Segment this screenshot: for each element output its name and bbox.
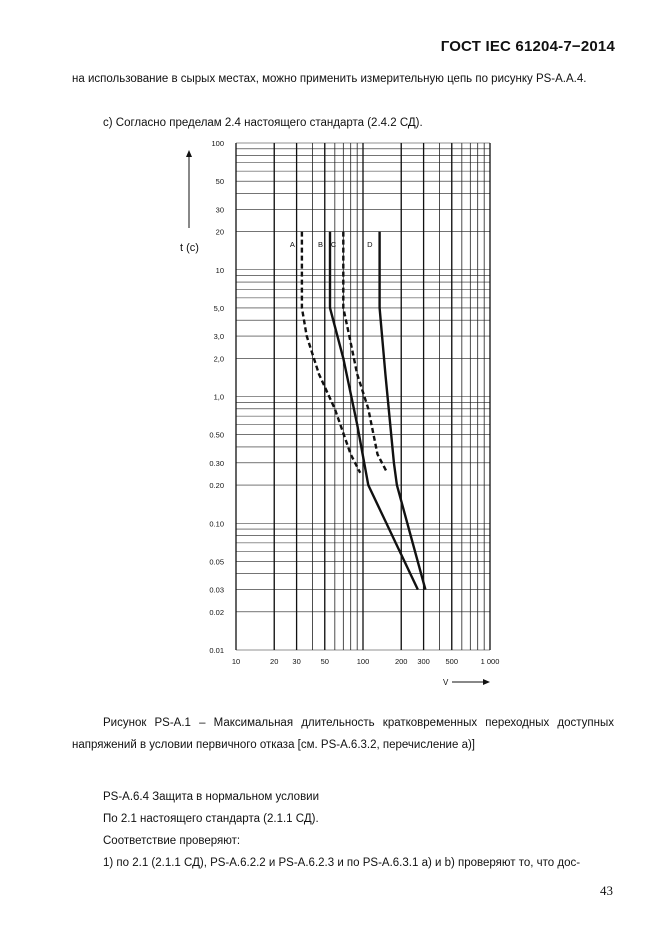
y-tick-label: 2,0 xyxy=(213,354,224,364)
x-tick-label: 10 xyxy=(231,657,241,666)
y-tick-label: 5,0 xyxy=(213,303,224,313)
y-axis-arrowhead-icon xyxy=(186,150,192,157)
y-tick-label: 50 xyxy=(215,177,224,187)
x-axis-label: V xyxy=(443,678,449,687)
y-tick-label: 30 xyxy=(215,205,224,215)
y-tick-label: 20 xyxy=(215,227,224,237)
series-label-c: C xyxy=(330,239,337,249)
y-tick-label: 0.01 xyxy=(209,646,224,655)
y-tick-label: 1,0 xyxy=(213,392,224,402)
x-tick-label: 300 xyxy=(417,657,430,666)
x-tick-label: 20 xyxy=(270,657,279,666)
y-tick-label: 0.50 xyxy=(209,430,224,440)
series-label-d: D xyxy=(367,239,373,249)
paragraph-humid-places: на использование в сырых местах, можно применить измерительную цепь по рисунку PS-А.А.4. xyxy=(72,73,587,85)
section-text-1: По 2.1 настоящего стандарта (2.1.1 СД). xyxy=(103,813,319,825)
y-tick-labels xyxy=(209,139,224,655)
series-label-a: A xyxy=(289,239,295,249)
page-number: 43 xyxy=(600,883,613,898)
section-text-3: 1) по 2.1 (2.1.1 СД), PS-A.6.2.2 и PS-A.6.2.3 и по PS-A.6.3.1 а) и b) проверяют то, что дос- xyxy=(103,857,581,869)
paragraph-limits: с) Согласно пределам 2.4 настоящего стандарта (2.4.2 СД). xyxy=(103,117,423,129)
y-tick-label: 0.03 xyxy=(209,585,224,595)
y-tick-label: 0.02 xyxy=(209,607,224,617)
x-tick-labels xyxy=(232,657,500,666)
x-tick-label: 500 xyxy=(445,657,459,666)
y-tick-label: 0.20 xyxy=(209,481,224,491)
x-tick-label: 30 xyxy=(292,657,301,666)
series-label-b: B xyxy=(318,239,324,249)
y-tick-label: 10 xyxy=(215,265,224,275)
y-tick-label: 100 xyxy=(211,139,224,148)
x-tick-label: 1 000 xyxy=(480,657,500,666)
y-tick-label: 3,0 xyxy=(213,332,224,342)
section-text-2: Соответствие проверяют: xyxy=(103,835,241,847)
document-header: ГОСТ IEC 61204-7−2014 xyxy=(440,38,615,55)
y-axis-label: t (c) xyxy=(180,242,199,254)
y-tick-label: 0.30 xyxy=(209,458,224,468)
chart-grid xyxy=(236,143,490,650)
y-tick-label: 0.05 xyxy=(209,557,224,567)
x-axis-arrowhead-icon xyxy=(483,679,490,685)
section-heading: PS-A.6.4 Защита в нормальном условии xyxy=(103,791,320,803)
y-tick-label: 0.10 xyxy=(209,519,224,529)
x-tick-label: 50 xyxy=(320,657,329,666)
x-tick-label: 200 xyxy=(394,657,408,666)
figure-caption: Рисунок PS-A.1 – Максимальная длительность кратковременных переходных доступных напряжений в условии первичного отказа [см. PS-A.6.3.2, перечисление а)] xyxy=(72,717,614,751)
x-tick-label: 100 xyxy=(356,657,370,666)
